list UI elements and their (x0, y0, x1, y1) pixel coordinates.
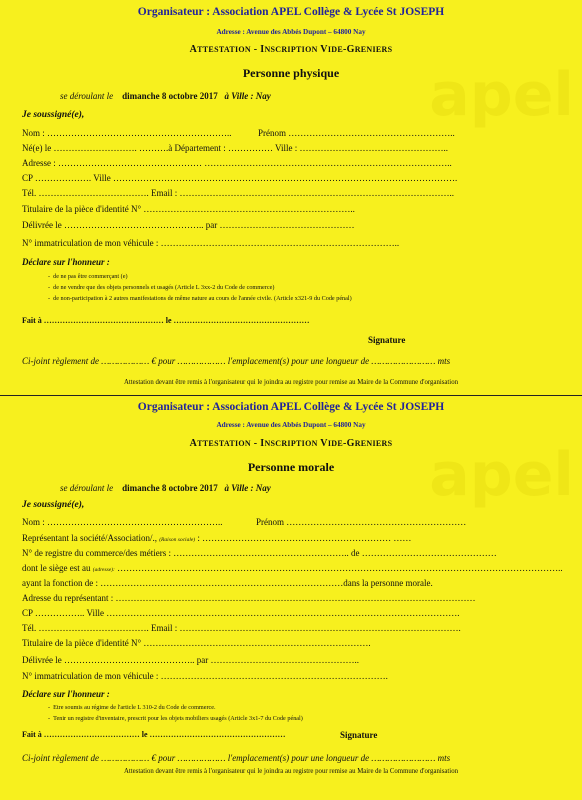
watermark-logo: apel (429, 60, 574, 130)
event-date-line-bottom: se déroulant le dimanche 8 octobre 2017 à Ville : Nay (60, 483, 271, 493)
birth-field[interactable]: Né(e) le ………………………. ……….à Département : …………… Ville : ………………………………………….. (22, 143, 448, 153)
prenom-field[interactable]: Prénom ……………………………………………….. (258, 128, 455, 138)
footer-note: Attestation devant être remis à l'organisateur qui le joindra au registre pour remise au Maire de la Commune d'organisation (123, 379, 458, 386)
id-number-field[interactable]: Titulaire de la pièce d'identité N° …………………………………………………………….. (22, 204, 355, 214)
declare-label: Déclare sur l'honneur : (22, 257, 110, 267)
payment-line[interactable]: Ci-joint règlement de ……………… € pour ……………… l'emplacement(s) pour une longueur de …………………… mts (22, 356, 451, 366)
undersigned-label-bottom: Je soussigné(e), (22, 500, 85, 510)
section-divider (0, 395, 582, 396)
fonction-field[interactable]: ayant la fonction de : ………………………………………………………………………dans la personne morale. (22, 578, 433, 588)
representant-field[interactable]: Représentant la société/Association/., (Raison sociale) : ……………………………………………………… …… (22, 533, 412, 543)
vehicle-registration-field[interactable]: N° immatriculation de mon véhicule : …………………………………………………………………….. (22, 238, 400, 248)
cp-ville-field[interactable]: CP ………………. Ville ……………………………………………………………………………………………………. (22, 173, 458, 183)
footer-note-bottom: Attestation devant être remis à l'organisateur qui le joindra au registre pour remise au Maire de la Commune d'organisation (123, 768, 458, 775)
decl-item: - de ne vendre que des objets personnels et usagés (Article L 3xx-2 du Code de commerce) (48, 284, 275, 291)
decl-item: - Etre soumis au régime de l'article L 310-2 du Code de commerce. (48, 704, 216, 711)
attestation-heading-bottom: ATTESTATION - INSCRIPTION VIDE-GRENIERS (189, 438, 393, 449)
tel-email-field[interactable]: Tél. ………………………………. Email : ……………………………………………………………………………….. (22, 188, 454, 198)
fait-field-bottom[interactable]: Fait à ……………………………… le …………………………………………… (22, 730, 286, 739)
registre-field[interactable]: N° de registre du commerce/des métiers : ………………………………………………….. de ……………………………………… (22, 548, 497, 558)
undersigned-label: Je soussigné(e), (22, 110, 85, 120)
person-type-title: Personne physique (242, 66, 340, 80)
event-date-line: se déroulant le dimanche 8 octobre 2017 à Ville : Nay (60, 91, 271, 101)
signature-label-bottom: Signature (340, 730, 378, 740)
delivered-field[interactable]: Délivrée le ……………………………………….. par ……………………………………… (22, 220, 355, 230)
nom-field[interactable]: Nom : …………………………………………………….. (22, 128, 232, 138)
adresse-rep-field[interactable]: Adresse du représentant : ………………………………………………………………………………………………………… (22, 593, 476, 603)
prenom-field-bottom[interactable]: Prénom …………………………………………………… (256, 517, 467, 527)
delivered-field-bottom[interactable]: Délivrée le …………………………………….. par ………………………………………….. (22, 655, 359, 665)
person-type-title-bottom: Personne morale (247, 460, 335, 474)
id-number-field-bottom[interactable]: Titulaire de la pièce d'identité N° …………………………………………………………………. (22, 638, 371, 648)
attestation-heading: ATTESTATION - INSCRIPTION VIDE-GRENIERS (189, 44, 393, 55)
fait-field[interactable]: Fait à ……………………………………… le …………………………………………… (22, 316, 310, 325)
organizer-address: Adresse : Avenue des Abbés Dupont – 64800 Nay (216, 28, 366, 36)
organizer-title-bottom: Organisateur : Association APEL Collège & Lycée St JOSEPH (137, 401, 445, 413)
decl-item: - de ne pas être commerçant (e) (48, 273, 128, 280)
payment-line-bottom[interactable]: Ci-joint règlement de ……………… € pour ……………… l'emplacement(s) pour une longueur de …………………… mts (22, 753, 451, 763)
cp-ville-field-bottom[interactable]: CP …………….. Ville ………………………………………………………………………………………………………. (22, 608, 460, 618)
tel-email-field-bottom[interactable]: Tél. ………………………………. Email : …………………………………………………………………………………. (22, 623, 461, 633)
nom-field-bottom[interactable]: Nom : ………………………………………………….. (22, 517, 223, 527)
siege-field[interactable]: dont le siège est au (adresse): ………………………………………………………………………………………………………………………………….. (22, 563, 563, 573)
declare-label-bottom: Déclare sur l'honneur : (22, 689, 110, 699)
decl-item: - Tenir un registre d'inventaire, prescrit pour les objets mobiliers usagés (Article 3x1-7 du Code pénal) (48, 715, 303, 722)
decl-item: - de non-participation à 2 autres manifestations de même nature au cours de l'année civile. (Article x321-9 du Code pénal) (48, 295, 352, 302)
adresse-field[interactable]: Adresse : ………………………………………… ……………………………………………………………………….. (22, 158, 452, 168)
organizer-address-bottom: Adresse : Avenue des Abbés Dupont – 64800 Nay (216, 421, 366, 429)
signature-label: Signature (368, 335, 406, 345)
watermark-logo-bottom: apel (429, 440, 574, 510)
vehicle-registration-field-bottom[interactable]: N° immatriculation de mon véhicule : …………………………………………………………………. (22, 671, 388, 681)
organizer-title: Organisateur : Association APEL Collège & Lycée St JOSEPH (137, 6, 445, 18)
